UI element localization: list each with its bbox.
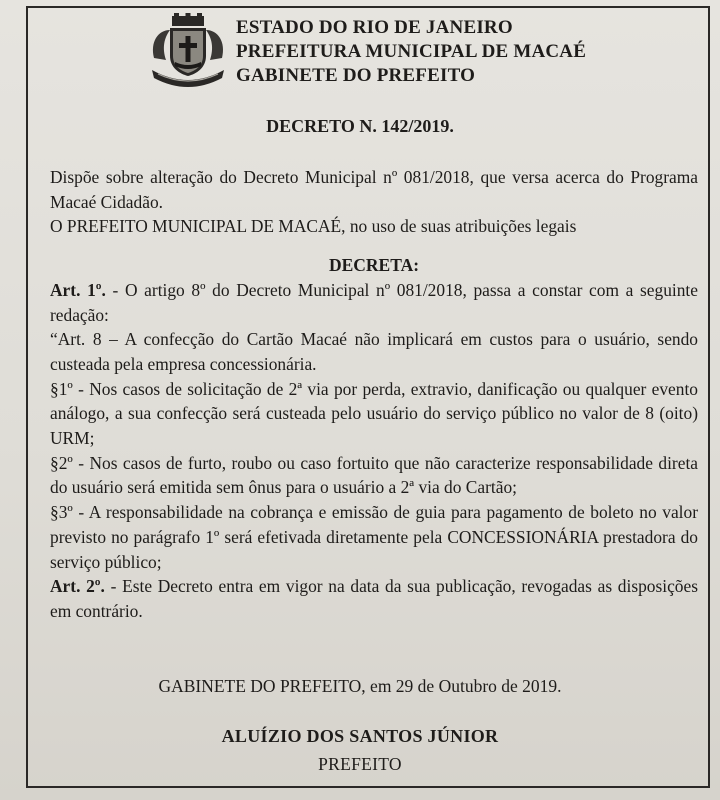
signer-name: ALUÍZIO DOS SANTOS JÚNIOR <box>221 726 499 746</box>
municipality-name: PREFEITURA MUNICIPAL DE MACAÉ <box>236 41 587 62</box>
state-name: ESTADO DO RIO DE JANEIRO <box>236 17 513 38</box>
decree-summary: Dispõe sobre alteração do Decreto Municipal nº 081/2018, que versa acerca do Programa Macaé Cidadão. <box>50 167 698 212</box>
paragraph-2: §2º - Nos casos de furto, roubo ou caso fortuito que não caracterize responsabilidade direta do usuário será emitida sem ônus para o usuário a 2ª via do Cartão; <box>50 452 698 498</box>
paragraph-1: §1º - Nos casos de solicitação de 2ª via por perda, extravio, danificação ou qualquer evento análogo, a sua confecção será custeada pelo usuário do serviço público no valor de 8 (oito) URM; <box>50 378 698 449</box>
article-1 <box>50 278 698 327</box>
article-8-text: “Art. 8 – A confecção do Cartão Macaé não implicará em custos para o usuário, sendo custeada pela empresa concessionária. <box>50 329 698 374</box>
place-and-date: GABINETE DO PREFEITO, em 29 de Outubro de 2019. <box>158 676 562 696</box>
letterhead <box>148 12 598 88</box>
paragraph-3: §3º - A responsabilidade na cobrança e emissão de guia para pagamento de boleto no valor previsto no parágrafo 1º será efetivada diretamente pela CONCESSIONÁRIA prestadora do serviço público; <box>50 502 698 572</box>
article-1-text: - O artigo 8º do Decreto Municipal nº 081/2018, passa a constar com a seguinte redação: <box>50 279 698 325</box>
decree-number: DECRETO N. 142/2019. <box>266 116 454 136</box>
decreta-heading: DECRETA: <box>328 255 420 276</box>
office-name: GABINETE DO PREFEITO <box>236 65 476 86</box>
decree-body <box>50 165 698 624</box>
signer-title: PREFEITO <box>318 754 402 774</box>
article-1-label: Art. 1º. <box>50 279 106 300</box>
article-2 <box>50 574 698 623</box>
decree-preamble: O PREFEITO MUNICIPAL DE MACAÉ, no uso de suas atribuições legais <box>50 216 577 237</box>
article-2-label: Art. 2º. <box>50 576 105 597</box>
article-2-text: - Este Decreto entra em vigor na data da sua publicação, revogadas as disposições em contrário. <box>50 576 698 621</box>
municipal-coat-of-arms-icon <box>148 12 228 88</box>
